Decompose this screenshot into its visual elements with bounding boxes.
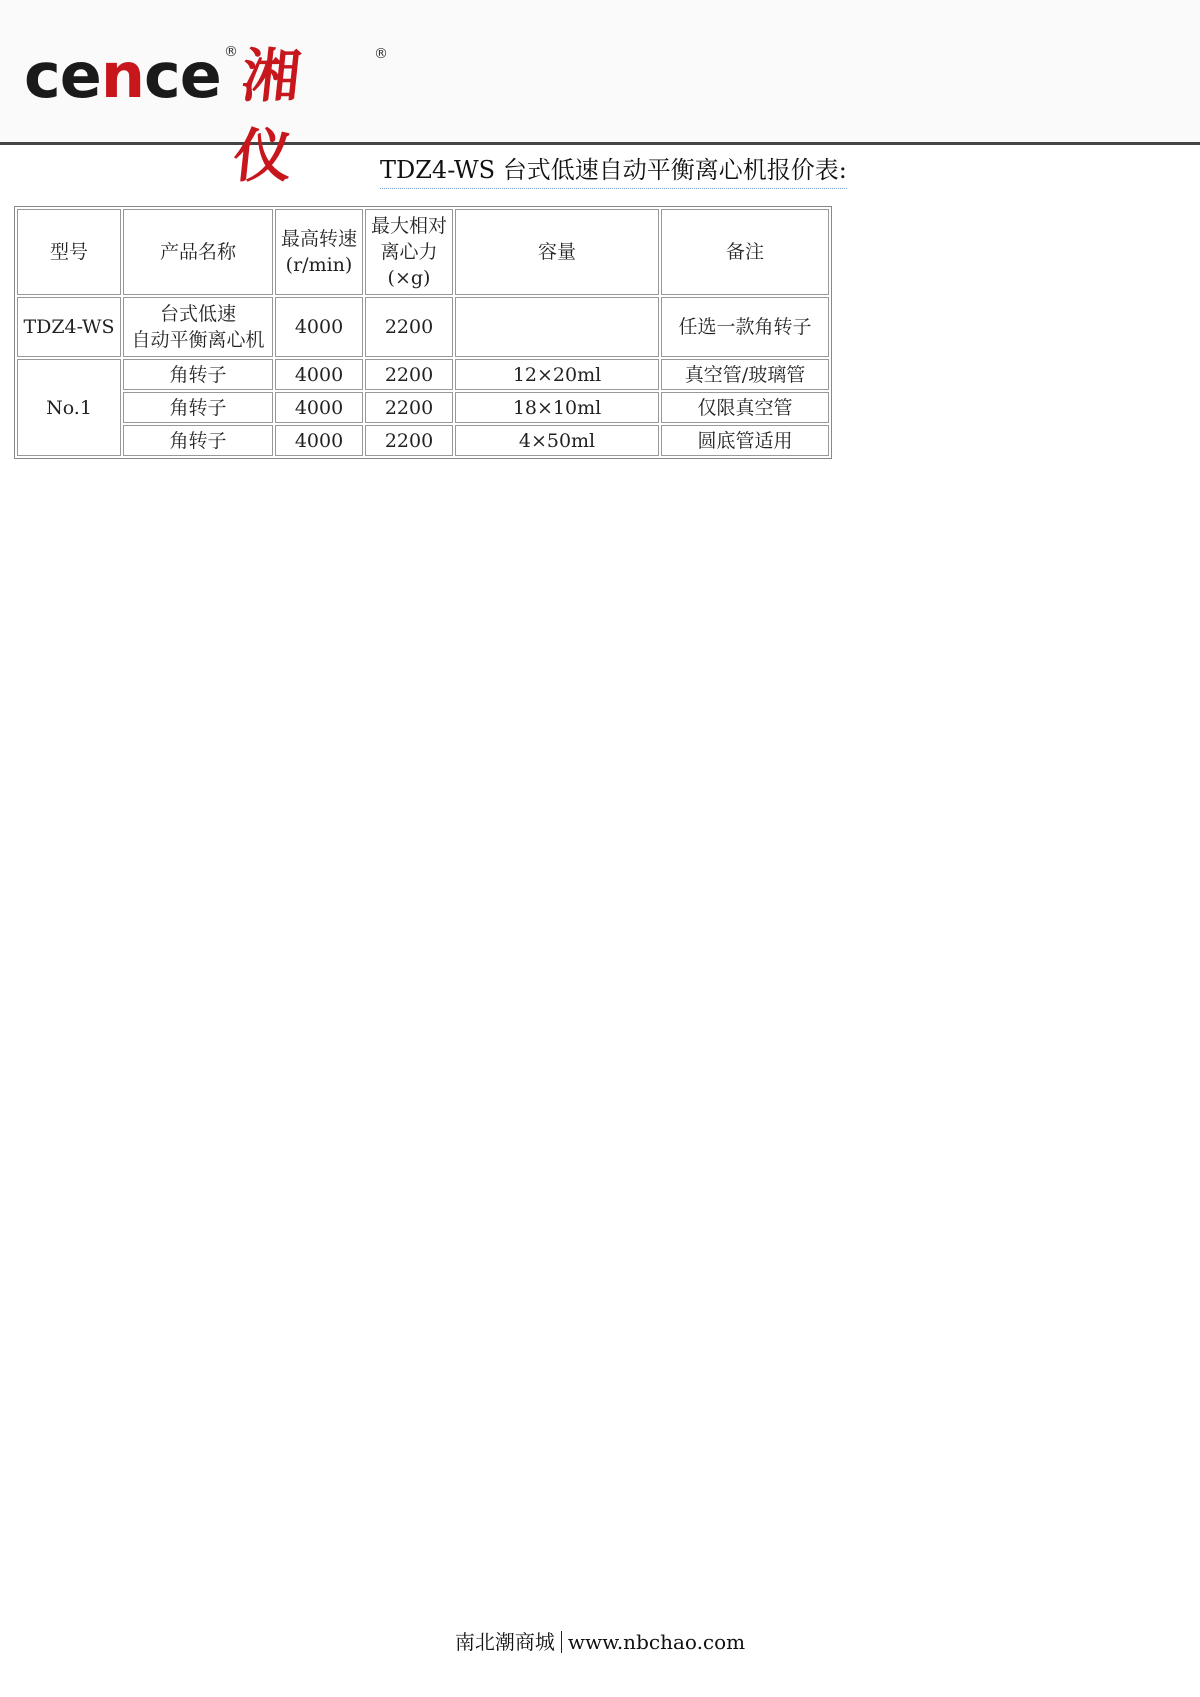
- cell-rotor-name: 角转子: [123, 392, 273, 423]
- registered-mark: ®: [374, 46, 388, 62]
- cell-rotor-name: 角转子: [123, 425, 273, 456]
- table-row-rotor: [17, 392, 829, 423]
- table-row-rotor: [17, 359, 829, 390]
- cell-remarks: 任选一款角转子: [661, 297, 829, 357]
- cell-speed: 4000: [275, 425, 363, 456]
- header-max-rcf-line: 离心力: [380, 241, 438, 263]
- header-remarks: 备注: [661, 209, 829, 295]
- cell-remarks: 真空管/玻璃管: [661, 359, 829, 390]
- cell-speed: 4000: [275, 297, 363, 357]
- cell-product-name: [123, 297, 273, 357]
- header-max-speed-line: 最高转速: [280, 228, 357, 250]
- header-product-name: 产品名称: [123, 209, 273, 295]
- cell-model: TDZ4-WS: [17, 297, 121, 357]
- cell-product-name-line: 自动平衡离心机: [131, 329, 265, 351]
- logo-chinese-text: 湘仪: [230, 42, 306, 190]
- table-row-main-unit: [17, 297, 829, 357]
- cell-capacity: 18×10ml: [455, 392, 659, 423]
- cell-rcf: 2200: [365, 297, 453, 357]
- footer-site-name: 南北潮商城: [454, 1630, 555, 1654]
- footer-separator: [561, 1631, 562, 1653]
- cell-remarks: 圆底管适用: [661, 425, 829, 456]
- cell-rcf: 2200: [365, 425, 453, 456]
- header-capacity: 容量: [455, 209, 659, 295]
- registered-mark: ®: [224, 44, 238, 60]
- cell-rotor-name: 角转子: [123, 359, 273, 390]
- table-header-row: [17, 209, 829, 295]
- header-max-rcf-line: 最大相对: [370, 215, 447, 237]
- cell-capacity: [455, 297, 659, 357]
- cell-speed: 4000: [275, 359, 363, 390]
- document-title: TDZ4-WS 台式低速自动平衡离心机报价表:: [380, 154, 847, 189]
- header-max-rcf: [365, 209, 453, 295]
- cell-capacity: 4×50ml: [455, 425, 659, 456]
- cell-rcf: 2200: [365, 392, 453, 423]
- price-table: [14, 206, 832, 459]
- header-model: 型号: [17, 209, 121, 295]
- cell-rotor-group: No.1: [17, 359, 121, 456]
- logo-latin-text: cence: [24, 39, 221, 112]
- cell-capacity: 12×20ml: [455, 359, 659, 390]
- table-row-rotor: [17, 425, 829, 456]
- footer-url[interactable]: www.nbchao.com: [567, 1630, 746, 1654]
- cell-speed: 4000: [275, 392, 363, 423]
- header-max-speed: [275, 209, 363, 295]
- cell-remarks: 仅限真空管: [661, 392, 829, 423]
- header-max-rcf-unit: (×g): [387, 267, 431, 289]
- page-footer: [0, 1628, 1200, 1656]
- cell-product-name-line: 台式低速: [159, 303, 236, 325]
- cell-rcf: 2200: [365, 359, 453, 390]
- header-max-speed-unit: (r/min): [285, 254, 353, 276]
